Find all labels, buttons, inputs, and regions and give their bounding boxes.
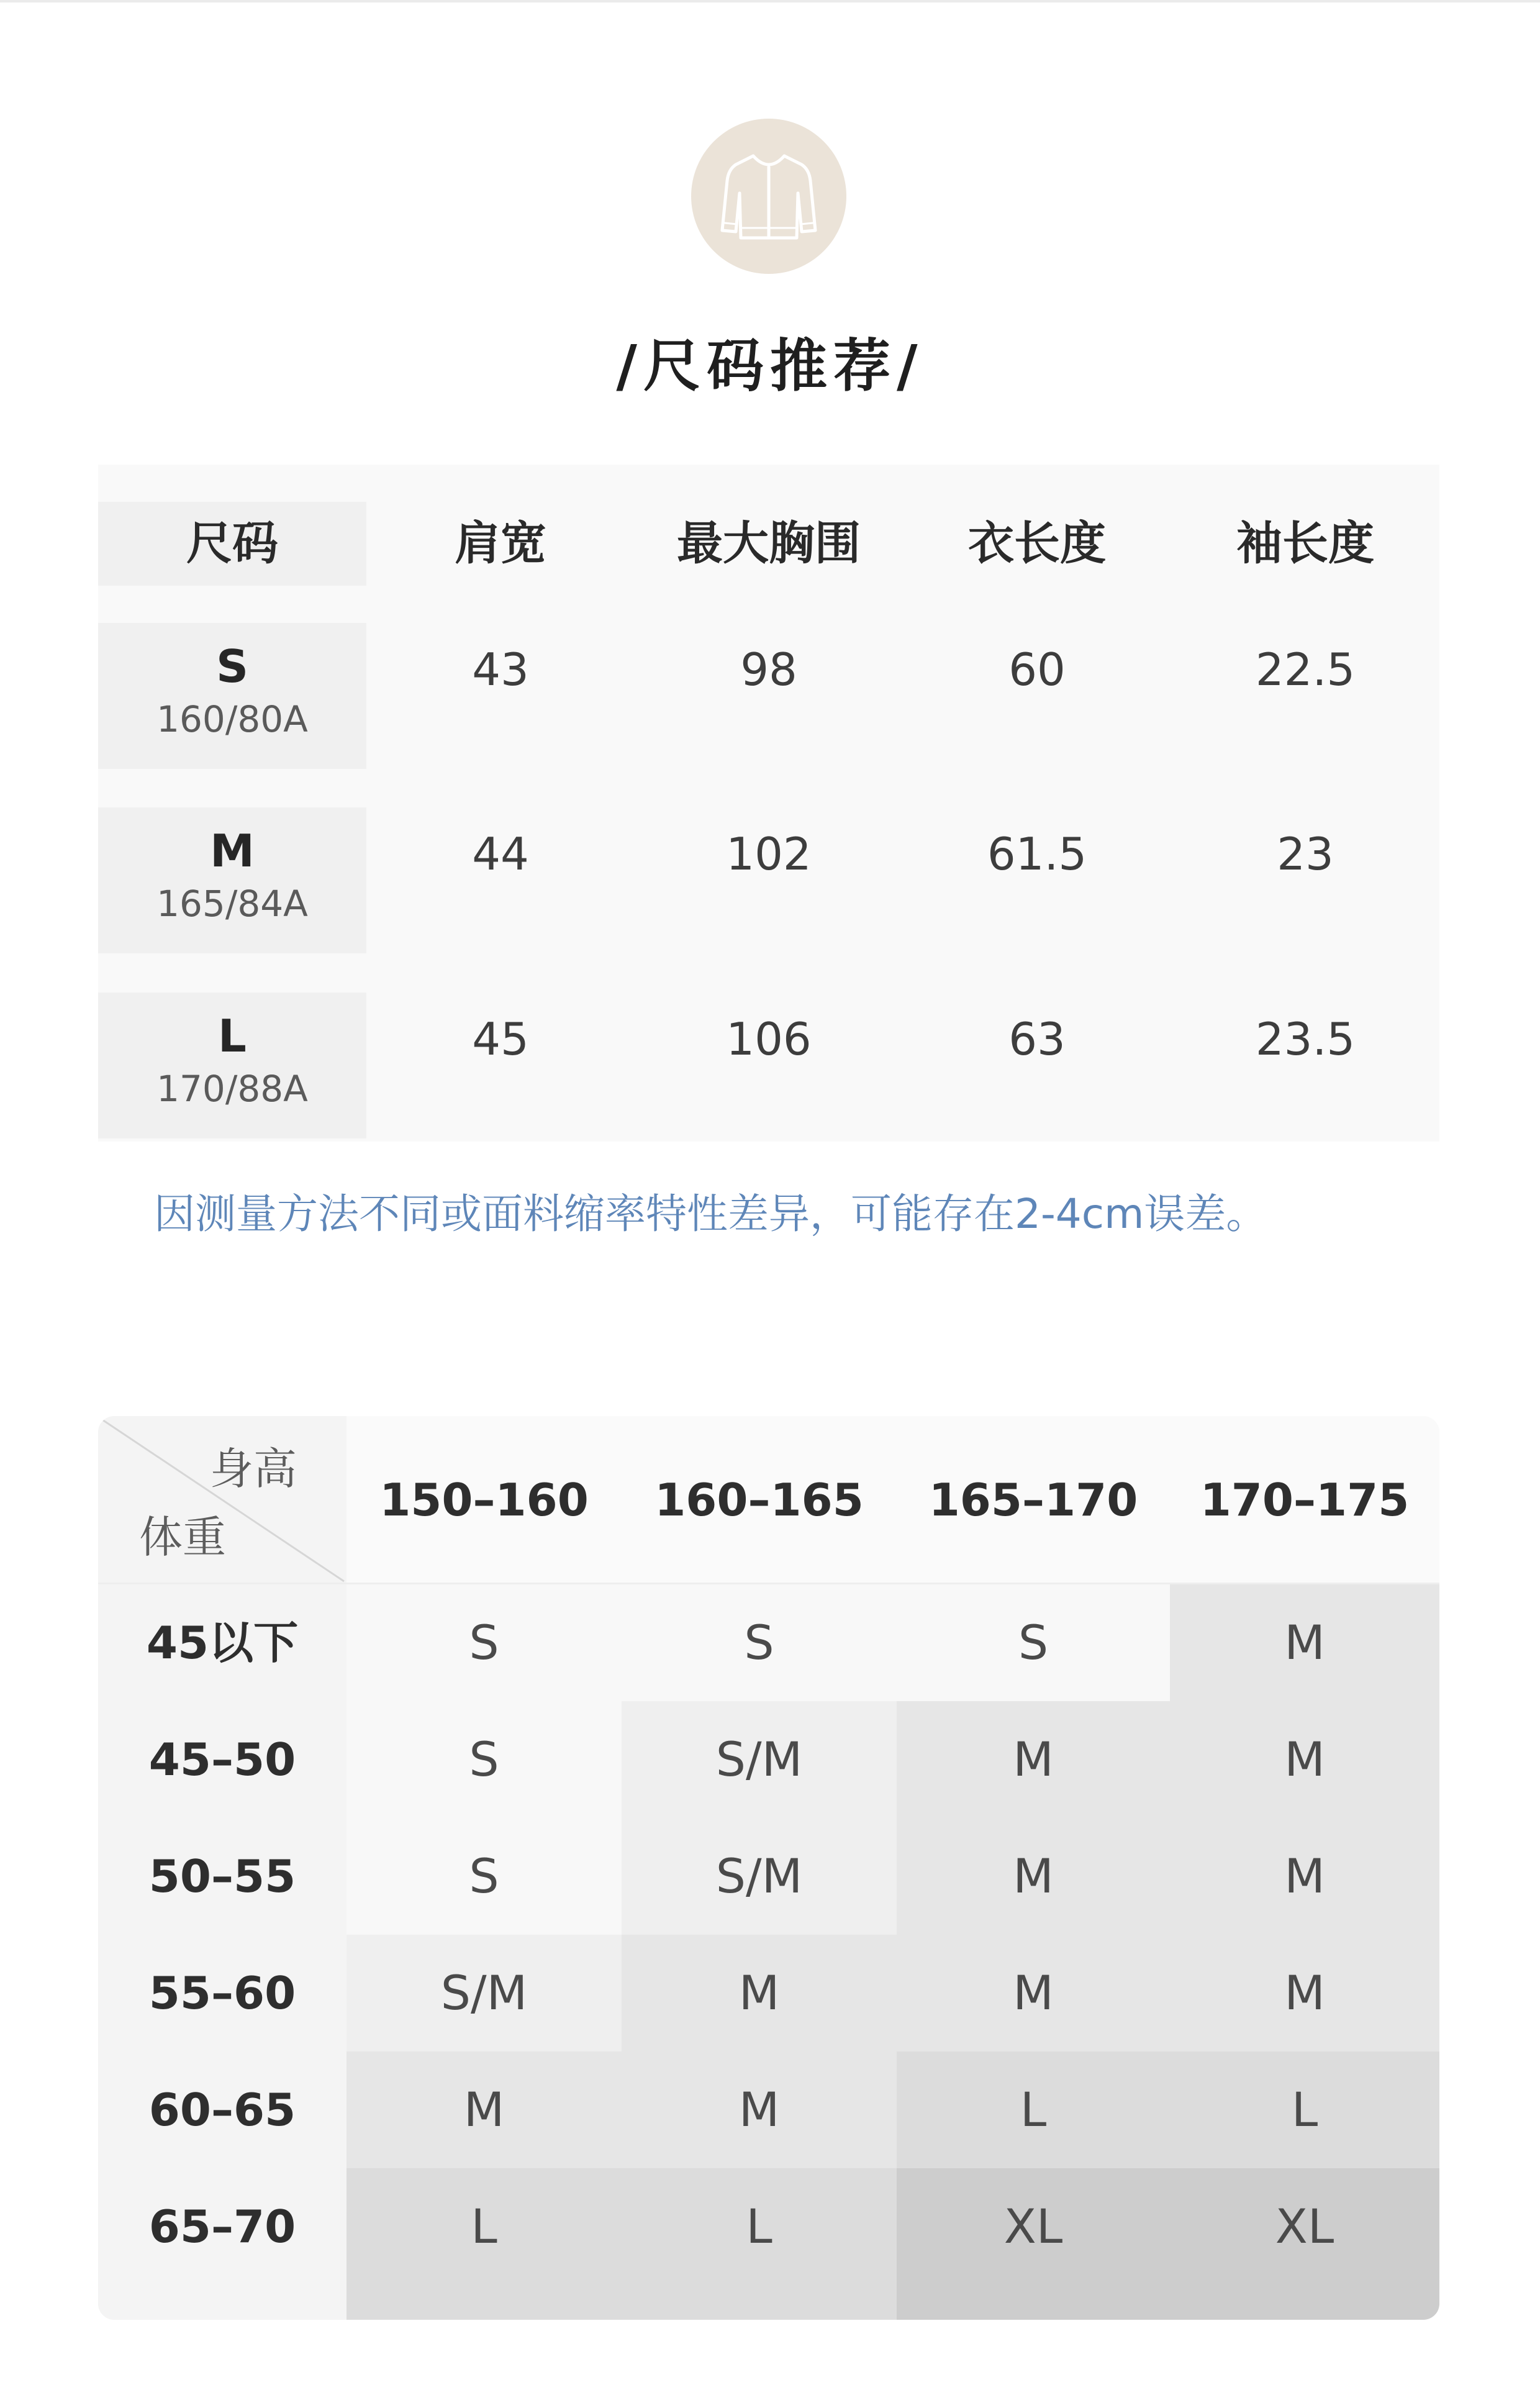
- height-column-header: 165–170: [897, 1416, 1170, 1584]
- header-sleeve: 袖长度: [1236, 517, 1374, 570]
- size-cell: L: [1170, 2051, 1439, 2168]
- size-cell: S/M: [622, 1818, 897, 1935]
- bust-value: 98: [740, 643, 797, 696]
- weight-row-header: 45–50: [98, 1701, 346, 1818]
- shoulder-value: 43: [472, 643, 529, 696]
- length-value: 60: [1008, 643, 1066, 696]
- size-name: M: [210, 825, 255, 877]
- size-cell: M: [897, 1818, 1170, 1935]
- size-chart-table: [98, 465, 1439, 1142]
- weight-row-header: 50–55: [98, 1818, 346, 1935]
- size-code: 170/88A: [156, 1068, 308, 1110]
- size-cell: M: [1170, 1818, 1439, 1935]
- size-cell: M: [897, 1701, 1170, 1818]
- top-divider: [0, 0, 1540, 2]
- sleeve-value: 23: [1277, 828, 1334, 880]
- size-cell: M: [346, 2051, 622, 2168]
- size-cell: L: [622, 2168, 897, 2320]
- size-cell: M: [897, 1935, 1170, 2051]
- size-label: [98, 623, 366, 769]
- header-length: 衣长度: [968, 517, 1106, 570]
- weight-row-header: 65–70: [98, 2168, 346, 2320]
- weight-axis-label: 体重: [139, 1512, 226, 1563]
- size-label: [98, 807, 366, 953]
- size-cell: S: [346, 1584, 622, 1701]
- size-chart-header: [98, 465, 1439, 623]
- length-value: 63: [1008, 1013, 1066, 1065]
- size-label: [98, 993, 366, 1138]
- size-row-m: [98, 807, 1439, 953]
- weight-row-header: 45以下: [98, 1584, 346, 1701]
- size-code: 165/84A: [156, 883, 308, 925]
- header-shoulder: 肩宽: [455, 517, 546, 570]
- size-cell: M: [622, 2051, 897, 2168]
- size-cell: L: [897, 2051, 1170, 2168]
- height-column-header: 160–165: [622, 1416, 897, 1584]
- size-cell: M: [1170, 1584, 1439, 1701]
- size-cell: XL: [1170, 2168, 1439, 2320]
- size-row-l: [98, 993, 1439, 1138]
- size-cell: S/M: [346, 1935, 622, 2051]
- size-cell: XL: [897, 2168, 1170, 2320]
- size-code: 160/80A: [156, 698, 308, 740]
- weight-row-header: 55–60: [98, 1935, 346, 2051]
- height-axis-label: 身高: [210, 1443, 297, 1494]
- section-title: /尺码推荐/: [616, 333, 924, 399]
- size-cell: S/M: [622, 1701, 897, 1818]
- measurement-note: 因测量方法不同或面料缩率特性差异，可能存在2-4cm误差。: [154, 1190, 1267, 1238]
- size-row-s: [98, 623, 1439, 769]
- size-cell: S: [897, 1584, 1170, 1701]
- header-size: 尺码: [98, 502, 366, 586]
- sleeve-value: 22.5: [1255, 643, 1356, 696]
- bust-value: 102: [726, 828, 812, 880]
- size-cell: M: [622, 1935, 897, 2051]
- size-cell: M: [1170, 1701, 1439, 1818]
- size-cell: M: [1170, 1935, 1439, 2051]
- size-cell: S: [346, 1701, 622, 1818]
- size-name: L: [218, 1010, 247, 1062]
- size-cell: L: [346, 2168, 622, 2320]
- cardigan-icon: [691, 119, 846, 274]
- size-name: S: [216, 640, 248, 693]
- size-recommendation-grid: [98, 1416, 1439, 2320]
- length-value: 61.5: [987, 828, 1087, 880]
- size-cell: S: [622, 1584, 897, 1701]
- weight-row-header: 60–65: [98, 2051, 346, 2168]
- header-bust: 最大胸围: [677, 517, 861, 570]
- shoulder-value: 45: [472, 1013, 529, 1065]
- height-column-header: 150–160: [346, 1416, 622, 1584]
- sleeve-value: 23.5: [1255, 1013, 1356, 1065]
- shoulder-value: 44: [472, 828, 529, 880]
- height-column-header: 170–175: [1170, 1416, 1439, 1584]
- size-cell: S: [346, 1818, 622, 1935]
- grid-corner-header: [98, 1416, 346, 1584]
- bust-value: 106: [726, 1013, 812, 1065]
